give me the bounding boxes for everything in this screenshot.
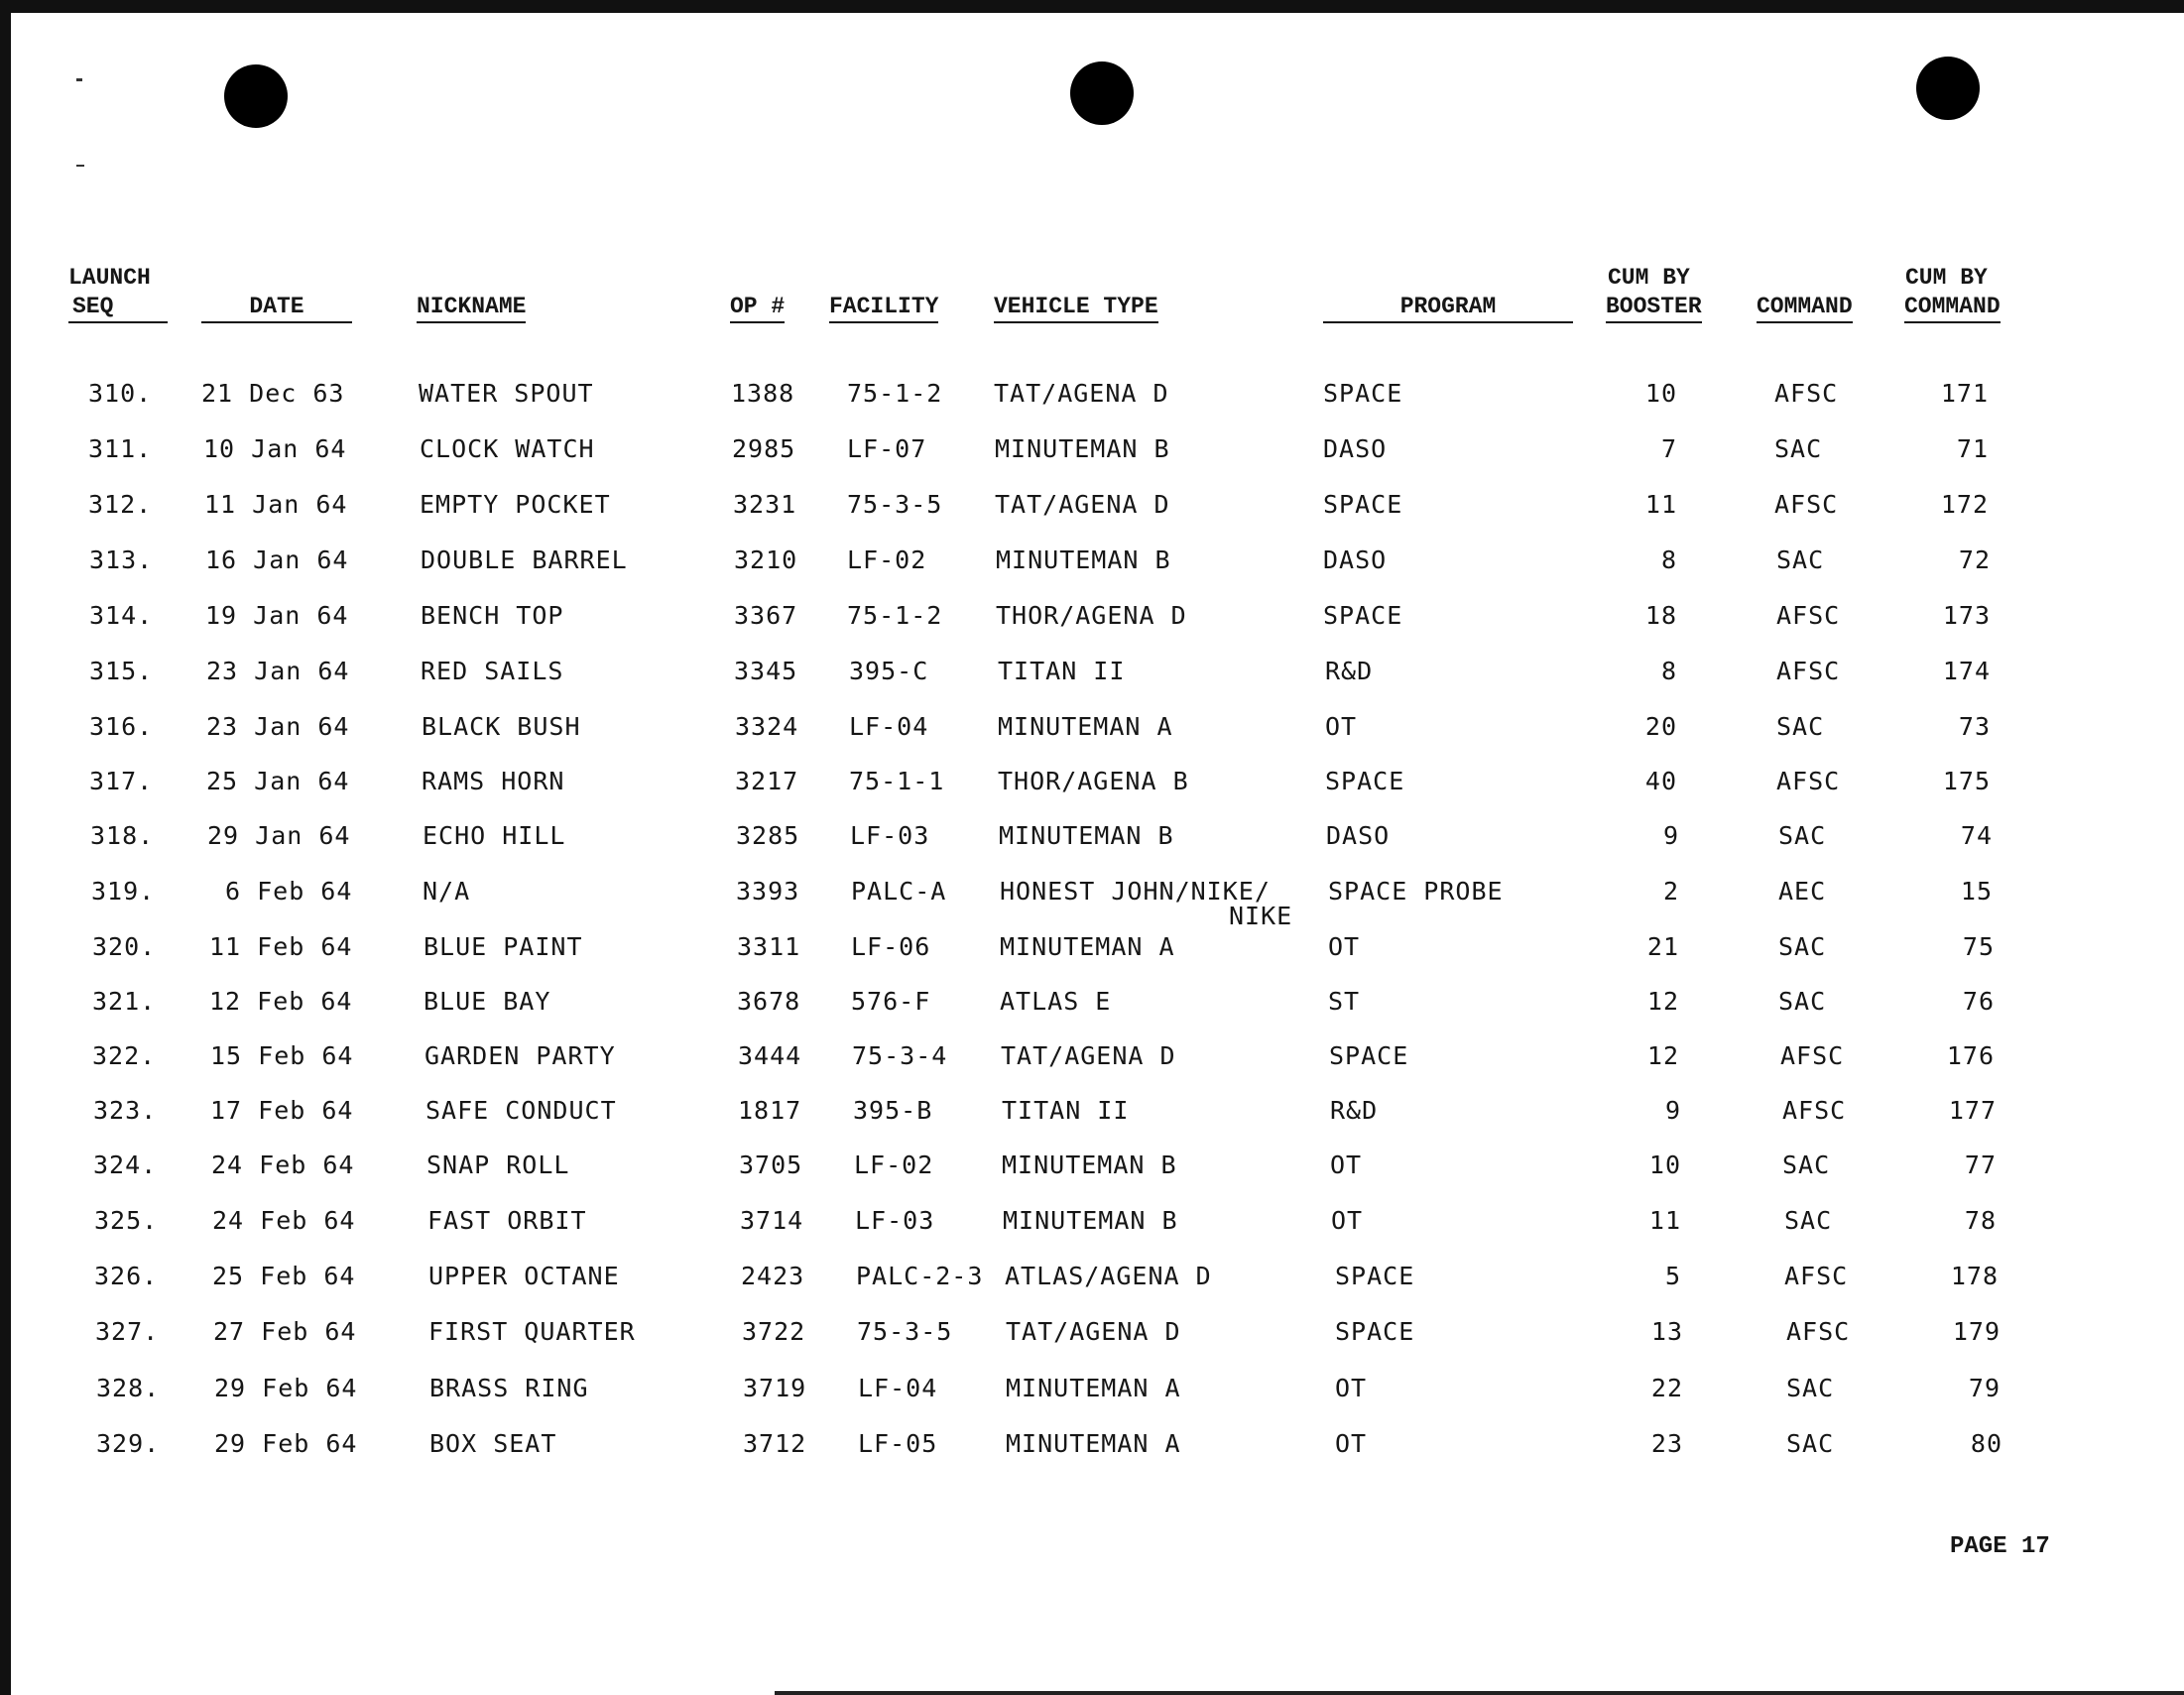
cell-command: SAC [1774,434,1823,463]
header-cum-by-booster-line1: CUM BY [1608,265,1690,291]
cell-date: 6 Feb 64 [225,877,353,906]
cell-cum-command: 15 [1960,877,1993,906]
cell-seq: 328. [96,1374,161,1402]
header-date [201,293,352,323]
header-facility [829,293,938,323]
cell-cum-booster: 8 [1660,545,1677,574]
cell-command: AFSC [1776,657,1841,685]
cell-facility: LF-02 [847,545,927,574]
cell-op: 2423 [741,1262,805,1290]
table-row [11,1429,2184,1469]
cell-cum-booster: 20 [1644,712,1677,741]
cell-command: AFSC [1784,1262,1849,1290]
cell-seq: 327. [95,1317,160,1346]
cell-cum-command: 176 [1946,1041,1995,1070]
page-number: PAGE 17 [1950,1533,2050,1560]
cell-facility: 75-3-5 [847,490,943,519]
cell-cum-booster: 40 [1644,767,1677,795]
cell-facility: 395-C [849,657,929,685]
punch-hole-left [224,64,288,128]
cell-cum-command: 177 [1948,1096,1997,1125]
cell-nickname: BLACK BUSH [422,712,581,741]
cell-seq: 318. [90,821,155,850]
cell-cum-command: 72 [1958,545,1991,574]
header-vehicle-type-label: VEHICLE TYPE [994,293,1158,323]
cell-cum-booster: 23 [1650,1429,1683,1458]
cell-nickname: SNAP ROLL [426,1150,570,1179]
cell-seq: 319. [91,877,156,906]
cell-nickname: DOUBLE BARREL [421,545,628,574]
cell-seq: 325. [94,1206,159,1235]
cell-command: SAC [1786,1374,1835,1402]
table-row [11,545,2184,585]
cell-date: 16 Jan 64 [205,545,349,574]
cell-program: OT [1330,1150,1363,1179]
table-row [11,1041,2184,1081]
cell-nickname: RED SAILS [421,657,564,685]
header-program-label: PROGRAM [1323,293,1573,323]
cell-cum-command: 78 [1964,1206,1997,1235]
cell-nickname: ECHO HILL [423,821,566,850]
cell-facility: LF-02 [854,1150,934,1179]
cell-nickname: CLOCK WATCH [420,434,595,463]
header-date-label: DATE [201,293,352,323]
cell-vehicle: TAT/AGENA D [1001,1041,1176,1070]
cell-program: SPACE [1323,490,1403,519]
cell-date: 25 Jan 64 [206,767,350,795]
cell-seq: 329. [96,1429,161,1458]
cell-cum-booster: 8 [1660,657,1677,685]
table-row [11,767,2184,806]
cell-op: 2985 [732,434,796,463]
cell-op: 3217 [735,767,799,795]
cell-program: R&D [1325,657,1374,685]
page-bottom-edge [775,1691,2184,1695]
cell-nickname: WATER SPOUT [419,379,594,408]
cell-facility: LF-04 [849,712,929,741]
header-facility-label: FACILITY [829,293,938,323]
cell-nickname: BLUE PAINT [424,932,583,961]
cell-vehicle: TAT/AGENA D [1006,1317,1181,1346]
cell-program: SPACE PROBE [1328,877,1504,906]
cell-command: AFSC [1782,1096,1847,1125]
cell-op: 3712 [743,1429,807,1458]
cell-command: SAC [1782,1150,1831,1179]
cell-date: 24 Feb 64 [211,1150,355,1179]
cell-date: 11 Jan 64 [204,490,348,519]
cell-vehicle: MINUTEMAN A [1000,932,1175,961]
cell-facility: 75-1-1 [849,767,945,795]
cell-vehicle: MINUTEMAN B [1002,1150,1177,1179]
cell-command: SAC [1776,712,1825,741]
cell-seq: 315. [89,657,154,685]
cell-facility: 576-F [851,987,931,1016]
cell-op: 3714 [740,1206,804,1235]
cell-seq: 326. [94,1262,159,1290]
cell-facility: PALC-2-3 [856,1262,984,1290]
cell-program: DASO [1323,434,1388,463]
cell-program: SPACE [1329,1041,1409,1070]
cell-program: SPACE [1325,767,1405,795]
punch-hole-right [1916,57,1980,120]
cell-cum-command: 76 [1962,987,1995,1016]
header-vehicle-type [994,293,1158,323]
cell-op: 3210 [734,545,798,574]
cell-facility: PALC-A [851,877,947,906]
header-command [1757,293,1853,323]
cell-vehicle: TAT/AGENA D [994,379,1169,408]
cell-facility: LF-03 [850,821,930,850]
cell-op: 3393 [736,877,800,906]
cell-cum-booster: 13 [1650,1317,1683,1346]
cell-seq: 311. [88,434,153,463]
cell-seq: 312. [88,490,153,519]
cell-cum-command: 173 [1942,601,1991,630]
cell-cum-command: 172 [1940,490,1989,519]
cell-op: 3678 [737,987,801,1016]
table-row [11,821,2184,861]
cell-command: SAC [1778,821,1827,850]
cell-date: 29 Feb 64 [214,1429,358,1458]
cell-op: 1388 [731,379,795,408]
cell-seq: 320. [92,932,157,961]
table-row [11,987,2184,1027]
cell-cum-booster: 2 [1662,877,1679,906]
cell-command: SAC [1786,1429,1835,1458]
cell-vehicle: MINUTEMAN B [1003,1206,1178,1235]
cell-seq: 316. [89,712,154,741]
scan-speck [76,78,82,81]
header-command-label: COMMAND [1757,293,1853,323]
cell-seq: 324. [93,1150,158,1179]
cell-facility: LF-06 [851,932,931,961]
header-command-2-label: COMMAND [1904,293,2001,323]
cell-nickname: BENCH TOP [421,601,564,630]
cell-nickname: FAST ORBIT [427,1206,587,1235]
header-booster [1606,293,1702,323]
cell-op: 3367 [734,601,798,630]
table-row [11,712,2184,752]
header-command-2 [1904,293,2001,323]
cell-nickname: GARDEN PARTY [425,1041,616,1070]
cell-date: 10 Jan 64 [203,434,347,463]
cell-cum-booster: 12 [1646,1041,1679,1070]
cell-date: 11 Feb 64 [209,932,353,961]
cell-command: SAC [1776,545,1825,574]
cell-cum-command: 77 [1964,1150,1997,1179]
cell-program: SPACE [1323,379,1403,408]
cell-facility: LF-07 [847,434,927,463]
cell-nickname: SAFE CONDUCT [425,1096,617,1125]
cell-vehicle: ATLAS/AGENA D [1005,1262,1212,1290]
cell-program: ST [1328,987,1361,1016]
cell-command: AFSC [1786,1317,1851,1346]
cell-cum-booster: 11 [1648,1206,1681,1235]
header-nickname-label: NICKNAME [417,293,526,323]
cell-date: 23 Jan 64 [206,712,350,741]
cell-command: AFSC [1780,1041,1845,1070]
cell-cum-command: 80 [1970,1429,2002,1458]
cell-op: 3345 [734,657,798,685]
header-seq-label: SEQ [68,293,168,323]
table-row [11,601,2184,641]
cell-op: 1817 [738,1096,802,1125]
cell-cum-command: 73 [1958,712,1991,741]
cell-cum-command: 175 [1942,767,1991,795]
cell-date: 21 Dec 63 [201,379,345,408]
cell-facility: 75-3-4 [852,1041,948,1070]
cell-command: SAC [1778,987,1827,1016]
cell-seq: 322. [92,1041,157,1070]
cell-date: 29 Feb 64 [214,1374,358,1402]
cell-cum-booster: 21 [1646,932,1679,961]
cell-cum-command: 179 [1952,1317,2001,1346]
header-booster-label: BOOSTER [1606,293,1702,323]
cell-command: SAC [1784,1206,1833,1235]
cell-command: AFSC [1774,490,1839,519]
cell-vehicle: MINUTEMAN A [1006,1429,1181,1458]
cell-program: SPACE [1323,601,1403,630]
cell-facility: LF-05 [858,1429,938,1458]
header-cum-by-command-line1: CUM BY [1905,265,1988,291]
cell-facility: LF-03 [855,1206,935,1235]
cell-vehicle-continuation: NIKE [1229,902,1293,930]
header-op [730,293,785,323]
cell-cum-booster: 5 [1664,1262,1681,1290]
cell-nickname: N/A [423,877,471,906]
cell-cum-booster: 22 [1650,1374,1683,1402]
cell-date: 29 Jan 64 [207,821,351,850]
cell-program: SPACE [1335,1262,1415,1290]
cell-nickname: UPPER OCTANE [428,1262,620,1290]
cell-op: 3705 [739,1150,803,1179]
cell-cum-booster: 10 [1644,379,1677,408]
cell-cum-booster: 9 [1664,1096,1681,1125]
table-row [11,932,2184,972]
cell-seq: 313. [89,545,154,574]
cell-command: AFSC [1774,379,1839,408]
cell-date: 12 Feb 64 [209,987,353,1016]
cell-seq: 314. [89,601,154,630]
cell-cum-command: 74 [1960,821,1993,850]
cell-cum-command: 71 [1956,434,1989,463]
cell-cum-booster: 11 [1644,490,1677,519]
cell-cum-command: 75 [1962,932,1995,961]
cell-nickname: FIRST QUARTER [428,1317,636,1346]
header-program [1323,293,1573,323]
cell-cum-command: 178 [1950,1262,1999,1290]
table-row [11,1096,2184,1136]
cell-op: 3324 [735,712,799,741]
cell-command: AFSC [1776,601,1841,630]
table-row [11,657,2184,696]
cell-cum-command: 171 [1940,379,1989,408]
table-row [11,877,2184,916]
table-row [11,490,2184,530]
cell-date: 19 Jan 64 [205,601,349,630]
cell-date: 23 Jan 64 [206,657,350,685]
cell-date: 25 Feb 64 [212,1262,356,1290]
cell-op: 3311 [737,932,801,961]
cell-seq: 321. [92,987,157,1016]
cell-date: 24 Feb 64 [212,1206,356,1235]
cell-cum-command: 174 [1942,657,1991,685]
cell-vehicle: ATLAS E [1000,987,1112,1016]
table-row [11,1150,2184,1190]
cell-vehicle: TITAN II [998,657,1126,685]
cell-vehicle: MINUTEMAN A [998,712,1173,741]
table-row [11,1262,2184,1301]
punch-hole-center [1070,61,1134,125]
cell-facility: 75-3-5 [857,1317,953,1346]
table-row [11,1206,2184,1246]
cell-date: 17 Feb 64 [210,1096,354,1125]
cell-vehicle: MINUTEMAN A [1006,1374,1181,1402]
cell-vehicle: THOR/AGENA D [996,601,1187,630]
table-row [11,434,2184,474]
cell-vehicle: TITAN II [1002,1096,1130,1125]
cell-program: OT [1335,1374,1368,1402]
cell-command: AEC [1778,877,1827,906]
cell-vehicle: THOR/AGENA B [998,767,1189,795]
cell-date: 27 Feb 64 [213,1317,357,1346]
cell-op: 3719 [743,1374,807,1402]
header-nickname [417,293,526,323]
cell-date: 15 Feb 64 [210,1041,354,1070]
cell-vehicle: MINUTEMAN B [995,434,1170,463]
cell-vehicle: TAT/AGENA D [995,490,1170,519]
cell-vehicle: MINUTEMAN B [996,545,1171,574]
cell-op: 3231 [733,490,797,519]
cell-cum-booster: 10 [1648,1150,1681,1179]
cell-nickname: BOX SEAT [429,1429,557,1458]
cell-facility: 395-B [853,1096,933,1125]
header-op-label: OP # [730,293,785,323]
header-launch: LAUNCH [68,265,151,291]
cell-program: OT [1328,932,1361,961]
cell-nickname: EMPTY POCKET [420,490,611,519]
cell-nickname: RAMS HORN [422,767,565,795]
cell-program: R&D [1330,1096,1379,1125]
cell-seq: 323. [93,1096,158,1125]
cell-cum-booster: 7 [1660,434,1677,463]
table-row [11,1317,2184,1357]
cell-seq: 317. [89,767,154,795]
cell-program: SPACE [1335,1317,1415,1346]
cell-program: OT [1335,1429,1368,1458]
cell-facility: 75-1-2 [847,379,943,408]
cell-op: 3722 [742,1317,806,1346]
cell-facility: 75-1-2 [847,601,943,630]
cell-cum-booster: 12 [1646,987,1679,1016]
header-seq [68,293,168,323]
cell-op: 3285 [736,821,800,850]
cell-command: SAC [1778,932,1827,961]
cell-nickname: BRASS RING [429,1374,589,1402]
cell-cum-booster: 18 [1644,601,1677,630]
cell-program: OT [1325,712,1358,741]
cell-seq: 310. [88,379,153,408]
table-row [11,1374,2184,1413]
cell-command: AFSC [1776,767,1841,795]
table-row [11,379,2184,419]
cell-facility: LF-04 [858,1374,938,1402]
cell-cum-command: 79 [1968,1374,2001,1402]
cell-vehicle: MINUTEMAN B [999,821,1174,850]
cell-op: 3444 [738,1041,802,1070]
scan-speck [76,165,84,167]
cell-program: OT [1331,1206,1364,1235]
cell-cum-booster: 9 [1662,821,1679,850]
cell-program: DASO [1323,545,1388,574]
cell-nickname: BLUE BAY [424,987,551,1016]
cell-vehicle: HONEST JOHN/NIKE/ [1000,877,1271,906]
cell-program: DASO [1326,821,1391,850]
